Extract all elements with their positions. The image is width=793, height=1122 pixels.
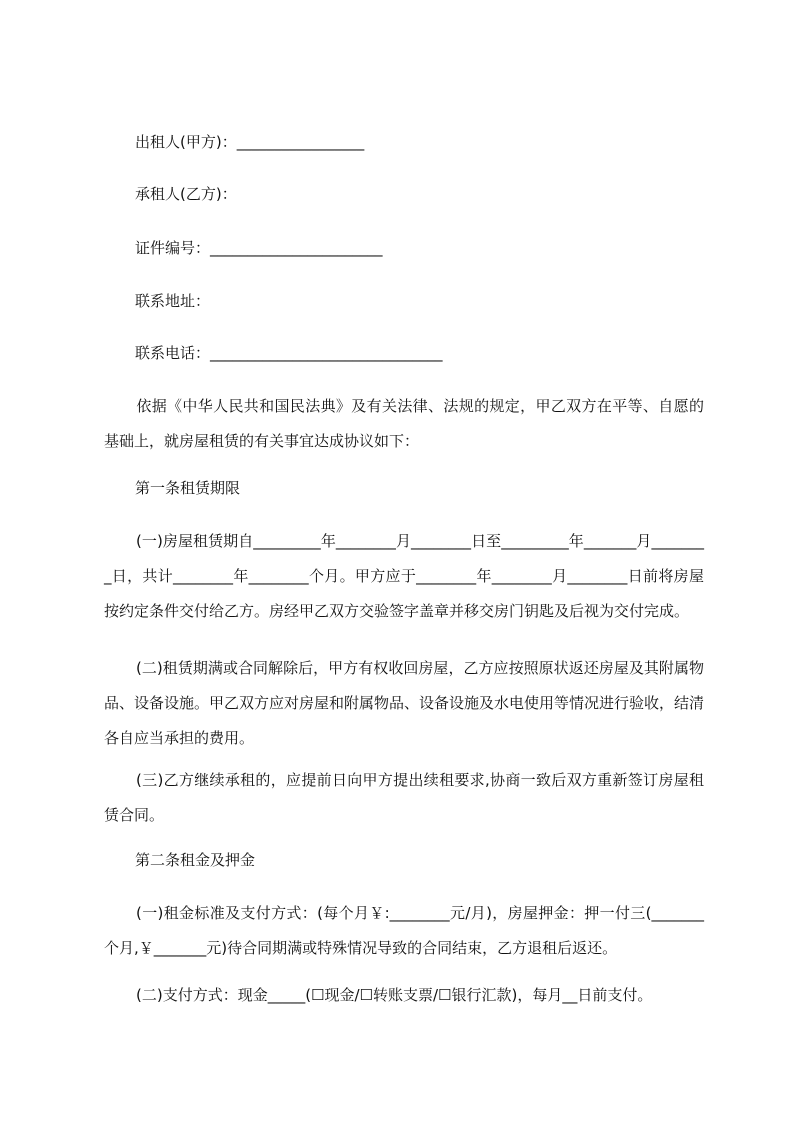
- article1-clause2: [104, 651, 704, 756]
- phone-line: 联系电话：_______________________________: [135, 344, 443, 362]
- article1-clause2-text: (二)租赁期满或合同解除后，甲方有权收回房屋，乙方应按照原状返还房屋及其附属物品、设备设施。甲乙双方应对房屋和附属物品、设备设施及水电使用等情况进行验收，结清各自应当承担的费用。: [104, 659, 705, 747]
- id-number-line: 证件编号：_______________________: [135, 239, 383, 257]
- article1-clause1-text: (一)房屋租赁期自_________年________月________日至_________年_______月________日，共计________年________个月。甲方应于________年________月________日前将房屋按约定条件交付给乙方。房经甲乙双方交验签字盖章并移交房门钥匙及后视为交付完成。: [104, 532, 704, 620]
- article2-clause2-text: (二)支付方式：现金_____(☐现金/☐转账支票/☐银行汇款)，每月__日前支付。: [136, 986, 653, 1004]
- article1-title: 第一条租赁期限: [135, 479, 241, 497]
- lessee-line: 承租人(乙方)：: [135, 185, 237, 203]
- article2-clause2: [104, 978, 704, 1013]
- intro-paragraph: [104, 389, 704, 459]
- article1-clause3-text: (三)乙方继续承租的，应提前日向甲方提出续租要求,协商一致后双方重新签订房屋租赁合同。: [104, 771, 704, 824]
- lessor-line: 出租人(甲方)：_________________: [135, 133, 365, 151]
- article2-clause1-text: (一)租金标准及支付方式：(每个月￥:________元/月)，房屋押金：押一付三(_______个月,￥_______元)待合同期满或特殊情况导致的合同结束，乙方退租后返还。: [104, 904, 704, 957]
- intro-text: 依据《中华人民共和国民法典》及有关法律、法规的规定，甲乙双方在平等、自愿的基础上，就房屋租赁的有关事宜达成协议如下：: [104, 397, 704, 450]
- article2-clause1: [104, 896, 704, 966]
- article1-clause3: [104, 763, 704, 833]
- article1-clause1: [104, 524, 704, 629]
- article2-title: 第二条租金及押金: [135, 851, 256, 869]
- address-line: 联系地址：: [135, 292, 211, 310]
